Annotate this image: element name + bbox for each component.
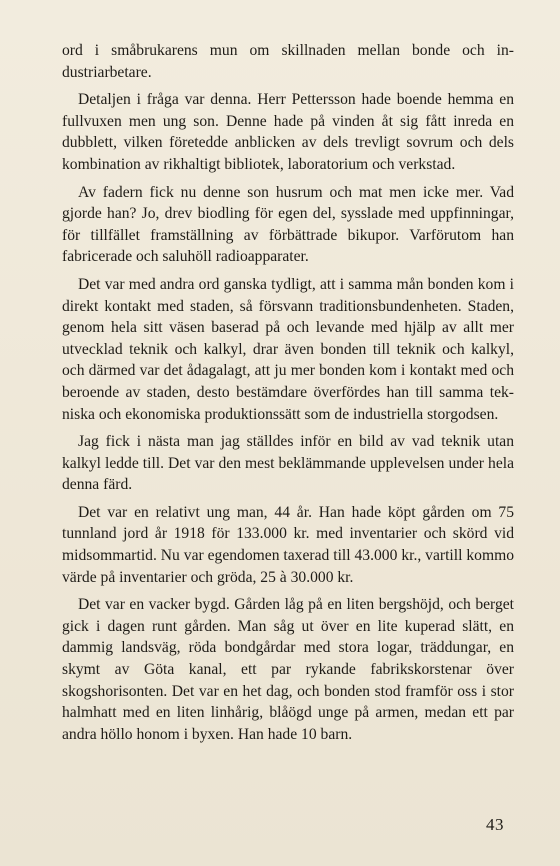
body-text [62,40,514,751]
paragraph: Det var med andra ord ganska tydligt, att i samma mån bonden kom i direkt kontakt med staden, så försvann traditionsbundenheten. Staden, genom hela sitt väsen baserad på och levande med hjälp av allt mer utvecklad teknik och kalkyl, drar även bonden till teknik och kalkyl, och därmed var det ådagalagt, att ju mer bonden kom i kontakt med och beroende av staden, desto bestämdare överfördes han till samma tekniska och ekonomiska produktionssätt som de industriella storgodsen. [62,275,514,423]
paragraph: Av fadern fick nu denne son husrum och mat men icke mer. Vad gjorde han? Jo, drev biodling för egen del, sysslade med uppfinningar, för tillfället framställning av förbättrade bikupor. Varförutom han fabricerade och saluhöll radioapparater. [62,183,514,266]
paragraph: Jag fick i nästa man jag ställdes inför en bild av vad teknik utan kalkyl ledde till. Det var den mest beklämmande upplevelsen under hela denna färd. [62,433,514,494]
paragraph: Detaljen i fråga var denna. Herr Pettersson hade boende hemma en fullvuxen men ung son. Denne hade på vinden åt sig fått inreda en dubblett, vilken företedde anblicken av dels trevligt sovrum och dels kombination av rikhaltigt bibliotek, laboratorium och verkstad. [62,91,514,173]
page-number: 43 [486,815,504,834]
paragraph: Det var en relativt ung man, 44 år. Han hade köpt gården om 75 tunnland jord år 1918 för 133.000 kr. med inventarier och skörd vid midsommartid. Nu var egendomen taxerad till 43.000 kr., vartill kommo värde på inventarier och gröda, 25 à 30.000 kr. [62,503,514,586]
paragraph: ord i småbrukarens mun om skillnaden mellan bonde och industriarbetare. [62,42,514,81]
paragraph: Det var en vacker bygd. Gården låg på en liten bergshöjd, och berget gick i dagen runt gården. Man såg ut över en lite kuperad slätt, en dammig landsväg, röda bondgårdar med stora logar, träddungar, en skymt av Göta kanal, ett par rykande fabrikskorstenar över skogshorisonten. Det var en het dag, och bonden stod framför oss i stor halmhatt med en liten linhårig, blåögd unge på armen, medan ett par andra höllo honom i byxen. Han hade 10 barn. [62,596,514,743]
